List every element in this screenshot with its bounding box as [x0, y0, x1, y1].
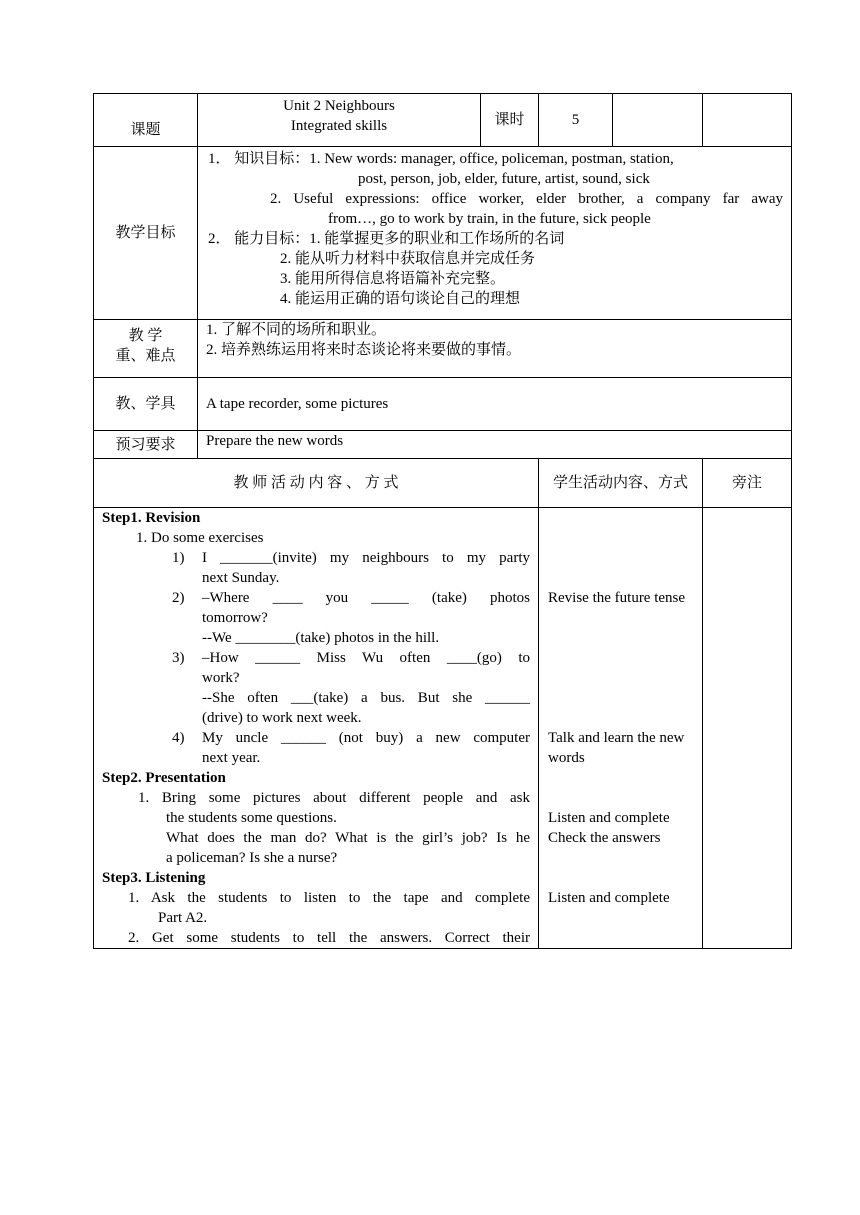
exercise-text: next year. [202, 750, 261, 766]
student-activity: Talk and learn the new [548, 730, 685, 746]
key-points-label [94, 320, 198, 378]
activities-row [94, 508, 792, 949]
objectives-row [94, 147, 792, 320]
exercise-number: 4) [172, 730, 185, 746]
step2-text: the students some questions. [166, 810, 337, 826]
notes-column-header: 旁注 [703, 459, 792, 508]
step3-title: Step3. Listening [102, 870, 206, 886]
key-points-row [94, 320, 792, 378]
student-activity: Listen and complete [548, 810, 670, 826]
objective-line: 3. 能用所得信息将语篇补充完整。 [280, 271, 506, 287]
step2-text: What does the man do? What is the girl’s job? Is he [166, 830, 530, 846]
tools-row [94, 378, 792, 431]
objective-line: 4. 能运用正确的语句谈论自己的理想 [280, 291, 521, 307]
step3-text: 1. Ask the students to listen to the tape and complete [128, 890, 530, 906]
lesson-plan-table [93, 93, 792, 949]
preview-label: 预习要求 [94, 431, 198, 459]
exercise-number: 1) [172, 550, 185, 566]
objective-line: 2. 能从听力材料中获取信息并完成任务 [280, 251, 536, 267]
student-column-header: 学生活动内容、方式 [539, 459, 703, 508]
student-activity: Check the answers [548, 830, 661, 846]
exercise-text: tomorrow? [202, 610, 268, 626]
exercise-text: –Where ____ you _____ (take) photos [202, 590, 530, 606]
step2-text: a policeman? Is she a nurse? [166, 850, 338, 866]
exercise-text: --She often ___(take) a bus. But she ______ [202, 690, 530, 706]
teacher-column-header: 教 师 活 动 内 容 、 方 式 [94, 459, 539, 508]
teacher-activities [94, 508, 539, 949]
topic-line-2: Integrated skills [290, 118, 388, 134]
key-points-cell [198, 320, 792, 378]
student-activity: words [548, 750, 585, 766]
topic-cell [198, 94, 481, 147]
student-activity: Revise the future tense [548, 590, 686, 606]
exercise-number: 2) [172, 590, 185, 606]
step2-title: Step2. Presentation [102, 770, 226, 786]
key-point-line: 1. 了解不同的场所和职业。 [206, 322, 387, 338]
tools-value: A tape recorder, some pictures [198, 378, 792, 431]
header-row [94, 94, 792, 147]
preview-value: Prepare the new words [198, 431, 792, 459]
period-label: 课时 [481, 94, 539, 147]
exercise-text: My uncle ______ (not buy) a new computer [202, 730, 530, 746]
objectives-label: 教学目标 [94, 147, 198, 320]
tools-label: 教、学具 [94, 378, 198, 431]
objective-line: post, person, job, elder, future, artist, sound, sick [358, 171, 650, 187]
step3-text: Part A2. [158, 910, 208, 926]
key-point-line: 2. 培养熟练运用将来时态谈论将来要做的事情。 [206, 342, 522, 358]
lesson-plan [93, 93, 791, 949]
exercise-number: 3) [172, 650, 185, 666]
step3-text: 2. Get some students to tell the answers. Correct their [128, 930, 530, 946]
preview-row [94, 431, 792, 459]
objective-line: 1． 知识目标：1. New words: manager, office, policeman, postman, station, [208, 151, 674, 167]
key-points-label-line-2: 重、难点 [115, 348, 176, 364]
period-value: 5 [539, 94, 613, 147]
key-points-label-line-1: 教 学 [128, 328, 163, 344]
column-header-row [94, 459, 792, 508]
exercise-text: next Sunday. [202, 570, 280, 586]
blank-cell-2 [703, 94, 792, 147]
step2-text: 1. Bring some pictures about different people and ask [138, 790, 530, 806]
step1-title: Step1. Revision [102, 510, 201, 526]
objective-line: 2． 能力目标：1. 能掌握更多的职业和工作场所的名词 [208, 231, 565, 247]
blank-cell-1 [613, 94, 703, 147]
exercise-text: I _______(invite) my neighbours to my party [202, 550, 530, 566]
objective-line: 2. Useful expressions: office worker, elder brother, a company far away [270, 191, 783, 207]
notes-cell [703, 508, 792, 949]
exercise-text: –How ______ Miss Wu often ____(go) to [202, 650, 530, 666]
step1-item: 1. Do some exercises [136, 530, 264, 546]
student-activity: Listen and complete [548, 890, 670, 906]
student-activities [539, 508, 703, 949]
exercise-text: (drive) to work next week. [202, 710, 362, 726]
objectives-cell [198, 147, 792, 320]
topic-line-1: Unit 2 Neighbours [283, 98, 395, 114]
topic-label: 课题 [94, 94, 198, 147]
objective-line: from…, go to work by train, in the future, sick people [328, 211, 651, 227]
exercise-text: work? [202, 670, 240, 686]
exercise-text: --We ________(take) photos in the hill. [202, 630, 440, 646]
